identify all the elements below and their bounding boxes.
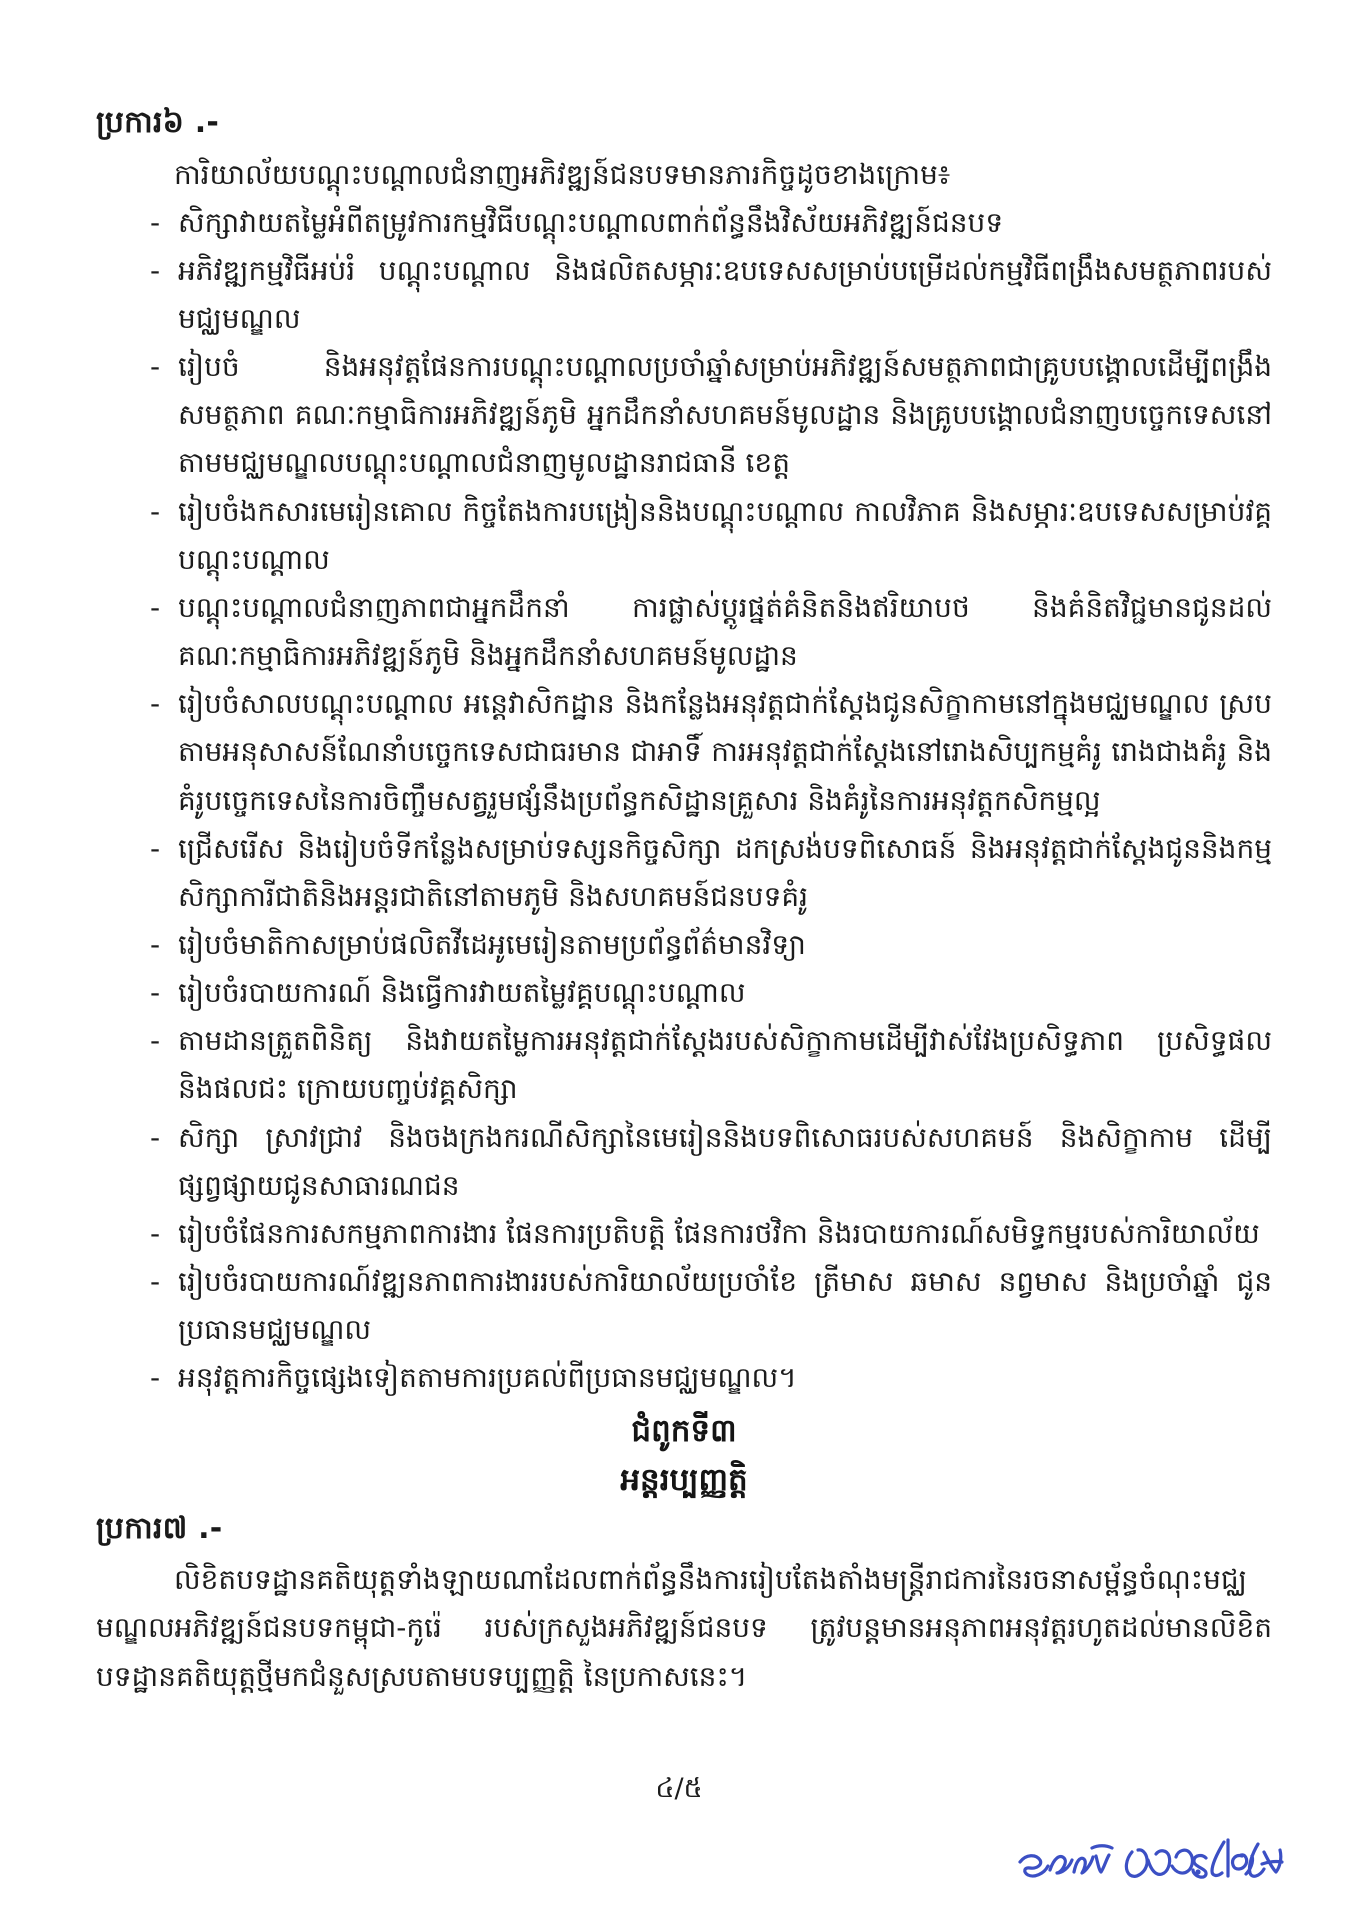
list-item-text: តាមដានត្រួតពិនិត្យ និងវាយតម្លៃការអនុវត្តជាក់ស្ដែងរបស់សិក្ខាកាមដើម្បីវាស់វែងប្រសិទ្ធភាព ប្រសិទ្ធផល និងផលជះ ក្រោយបញ្ចប់វគ្គសិក្សា bbox=[178, 1024, 1272, 1106]
list-item bbox=[96, 343, 1272, 487]
list-item bbox=[96, 488, 1272, 584]
bullet-dash: - bbox=[150, 687, 161, 721]
list-item-text: អនុវត្តការកិច្ចផ្សេងទៀតតាមការប្រគល់ពីប្រធានមជ្ឈមណ្ឌល។ bbox=[178, 1361, 797, 1395]
list-item-text: សិក្សាវាយតម្លៃអំពីតម្រូវការកម្មវិធីបណ្ដុះបណ្ដាលពាក់ព័ន្ធនឹងវិស័យអភិវឌ្ឍន៍ជនបទ bbox=[178, 205, 1004, 239]
list-item-text: រៀបចំរបាយការណ៍វឌ្ឍនភាពការងាររបស់ការិយាល័យប្រចាំខែ ត្រីមាស ឆមាស នព្វមាស និងប្រចាំឆ្នាំ ជូនប្រធានមជ្ឈមណ្ឌល bbox=[178, 1265, 1272, 1347]
bullet-dash: - bbox=[150, 494, 161, 528]
bullet-dash: - bbox=[150, 1361, 161, 1395]
bullet-dash: - bbox=[150, 976, 161, 1010]
list-item-text: រៀបចំផែនការសកម្មភាពការងារ ផែនការប្រតិបត្តិ ផែនការថវិកា និងរបាយការណ៍សមិទ្ធកម្មរបស់ការិយាល័យ bbox=[178, 1216, 1260, 1250]
bullet-dash: - bbox=[150, 1024, 161, 1058]
list-item bbox=[96, 199, 1272, 247]
bullet-dash: - bbox=[150, 253, 161, 287]
signature bbox=[1014, 1826, 1284, 1910]
bullet-dash: - bbox=[150, 350, 161, 384]
bullet-dash: - bbox=[150, 831, 161, 865]
list-item-text: រៀបចំមាតិកាសម្រាប់ផលិតវីដេអូមេរៀនតាមប្រព័ន្ធព័ត៌មានវិទ្យា bbox=[178, 928, 806, 961]
article-6-intro-paragraph: ការិយាល័យបណ្ដុះបណ្ដាលជំនាញអភិវឌ្ឍន៍ជនបទមានភារកិច្ចដូចខាងក្រោម៖ bbox=[174, 157, 951, 191]
list-item-text: បណ្ដុះបណ្ដាលជំនាញភាពជាអ្នកដឹកនាំ ការផ្លាស់ប្ដូរផ្នត់គំនិតនិងឥរិយាបថ និងគំនិតវិជ្ជមានជូនដល់គណៈកម្មាធិការអភិវឌ្ឍន៍ភូមិ និងអ្នកដឹកនាំសហគមន៍មូលដ្ឋាន bbox=[178, 590, 1272, 673]
article-6-heading: ប្រការ៦ .- bbox=[96, 105, 219, 140]
list-item bbox=[96, 1114, 1272, 1210]
list-item-text: រៀបចំរបាយការណ៍ និងធ្វើការវាយតម្លៃវគ្គបណ្ដុះបណ្ដាល bbox=[178, 976, 746, 1010]
list-item-text: សិក្សា ស្រាវជ្រាវ និងចងក្រងករណីសិក្សានៃមេរៀននិងបទពិសោធរបស់សហគមន៍ និងសិក្ខាកាម ដើម្បីផ្សព្វផ្សាយជូនសាធារណជន bbox=[178, 1120, 1272, 1202]
bullet-dash: - bbox=[150, 928, 161, 961]
list-item bbox=[96, 1258, 1272, 1354]
list-item-text: រៀបចំសាលបណ្ដុះបណ្ដាល អន្តេវាសិកដ្ឋាន និងកន្លែងអនុវត្តជាក់ស្ដែងជូនសិក្ខាកាមនៅក្នុងមជ្ឈមណ្ឌល ស្របតាមអនុសាសន៍ណែនាំបច្ចេកទេសជាធរមាន ជាអាទិ៍ ការអនុវត្តជាក់ស្ដែងនៅរោងសិប្បកម្មគំរូ រោងជាងគំរូ និងគំរូបច្ចេកទេសនៃការចិញ្ចឹមសត្វរួមផ្សំនឹងប្រព័ន្ធកសិដ្ឋានគ្រួសារ និងគំរូនៃការអនុវត្តកសិកម្មល្អ bbox=[178, 687, 1272, 817]
chapter-3-title: ជំពូកទី៣ bbox=[631, 1412, 737, 1449]
bullet-dash: - bbox=[150, 590, 161, 624]
list-item bbox=[96, 1017, 1272, 1113]
list-item-text: រៀបចំងកសារមេរៀនគោល កិច្ចតែងការបង្រៀននិងបណ្ដុះបណ្ដាល កាលវិភាគ និងសម្ភារៈឧបទេសសម្រាប់វគ្គបណ្ដុះបណ្ដាល bbox=[178, 494, 1272, 576]
list-item bbox=[96, 1210, 1272, 1258]
list-item-text: ជ្រើសរើស និងរៀបចំទីកន្លែងសម្រាប់ទស្សនកិច្ចសិក្សា ដកស្រង់បទពិសោធន៍ និងអនុវត្តជាក់ស្ដែងជូននិងកម្មសិក្សាការីជាតិនិងអន្តរជាតិនៅតាមភូមិ និងសហគមន៍ជនបទគំរូ bbox=[178, 831, 1272, 913]
chapter-3-subtitle: អន្តរប្បញ្ញត្តិ bbox=[620, 1462, 748, 1499]
article-6-bullet-list bbox=[96, 199, 1272, 1403]
list-item-text: អភិវឌ្ឍកម្មវិធីអប់រំ បណ្ដុះបណ្ដាល និងផលិតសម្ភារៈឧបទេសសម្រាប់បម្រើដល់កម្មវិធីពង្រឹងសមត្ថភាពរបស់មជ្ឈមណ្ឌល bbox=[178, 253, 1272, 335]
bullet-dash: - bbox=[150, 1265, 161, 1299]
list-item bbox=[96, 921, 1272, 969]
list-item bbox=[96, 680, 1272, 824]
list-item-text: រៀបចំ និងអនុវត្តផែនការបណ្ដុះបណ្ដាលប្រចាំឆ្នាំសម្រាប់អភិវឌ្ឍន៍សមត្ថភាពជាគ្រូបបង្គោលដើម្បីពង្រឹងសមត្ថភាព គណៈកម្មាធិការអភិវឌ្ឍន៍ភូមិ អ្នកដឹកនាំសហគមន៍មូលដ្ឋាន និងគ្រូបបង្គោលជំនាញបច្ចេកទេសនៅតាមមជ្ឈមណ្ឌលបណ្ដុះបណ្ដាលជំនាញមូលដ្ឋានរាជធានី ខេត្ត bbox=[178, 350, 1272, 480]
list-item bbox=[96, 584, 1272, 680]
list-item bbox=[96, 1354, 1272, 1402]
document-body bbox=[96, 100, 1272, 1701]
bullet-dash: - bbox=[150, 205, 161, 239]
list-item bbox=[96, 825, 1272, 921]
bullet-dash: - bbox=[150, 1120, 161, 1154]
article-7-paragraph: លិខិតបទដ្ឋានគតិយុត្តទាំងឡាយណាដែលពាក់ព័ន្ធនឹងការរៀបតែងតាំងមន្ត្រីរាជការនៃរចនាសម្ព័ន្ធចំណុះមជ្ឈមណ្ឌលអភិវឌ្ឍន៍ជនបទកម្ពុជា-កូរ៉េ របស់ក្រសួងអភិវឌ្ឍន៍ជនបទ ត្រូវបន្តមានអនុភាពអនុវត្តរហូតដល់មានលិខិតបទដ្ឋានគតិយុត្តថ្មីមកជំនួសស្របតាមបទប្បញ្ញត្តិ នៃប្រកាសនេះ។ bbox=[96, 1563, 1272, 1693]
bullet-dash: - bbox=[150, 1216, 161, 1250]
chapter-3-block bbox=[96, 1407, 1272, 1506]
page-number: ៤/៥ bbox=[655, 1773, 703, 1804]
article-7-heading: ប្រការ៧ .- bbox=[96, 1510, 223, 1546]
list-item bbox=[96, 247, 1272, 343]
signature-ink bbox=[1014, 1826, 1284, 1910]
list-item bbox=[96, 969, 1272, 1017]
